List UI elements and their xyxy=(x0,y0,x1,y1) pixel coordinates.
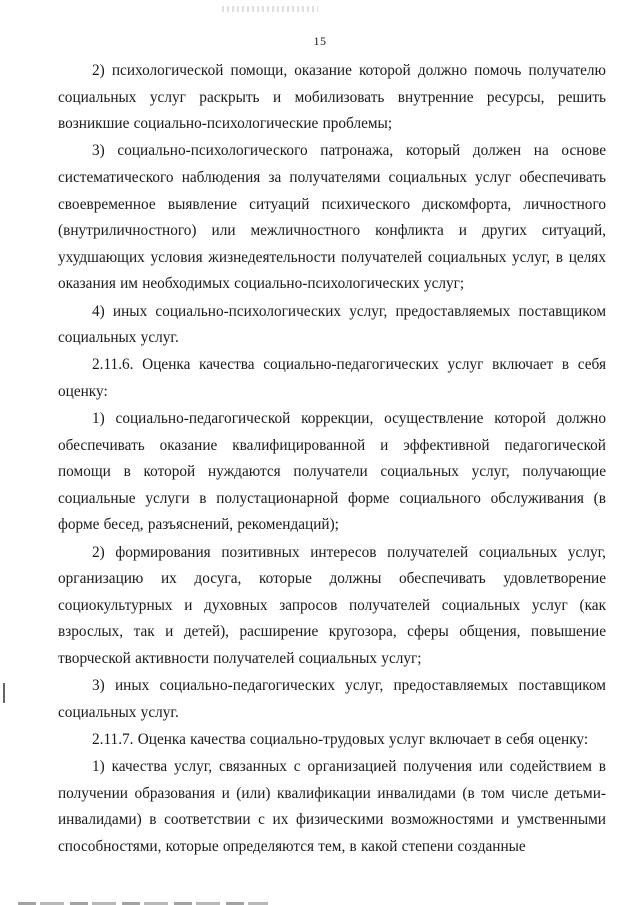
paragraph: 3) социально-психологического патронажа, который должен на основе систематического наблюдения за получателями социальных услуг обеспечивать своевременное выявление ситуаций психического дискомфорта, личностного (внутриличностного) или межличностного конфликта и других ситуаций, ухудшающих условия жизнедеятельности получателей социальных услуг, в целях оказания им необходимых социально-психологических услуг; xyxy=(58,142,606,293)
paragraph: 2) психологической помощи, оказание которой должно помочь получателю социальных услуг раскрыть и мобилизовать внутренние ресурсы, решить возникшие социально-психологические проблемы; xyxy=(58,62,606,133)
paragraph: 2) формирования позитивных интересов получателей социальных услуг, организацию их досуга, которые должны обеспечивать удовлетворение социокультурных и духовных запросов получателей социальных услуг (как взрослых, так и детей), расширение кругозора, сферы общения, повышение творческой активности получателей социальных услуг; xyxy=(58,543,606,668)
paragraph: 1) качества услуг, связанных с организацией получения или содействием в получении образования и (или) квалификации инвалидами (в том числе детьми-инвалидами) в соответствии с их физическими возможностями и умственными способностями, которые определяются тем, в какой степени созданные xyxy=(58,758,606,855)
scan-artifact-left xyxy=(3,683,5,703)
section-heading-paragraph: 2.11.7. Оценка качества социально-трудовых услуг включает в себя оценку: xyxy=(92,731,589,748)
paragraph: 3) иных социально-педагогических услуг, предоставляемых поставщиком социальных услуг. xyxy=(58,677,606,721)
document-body xyxy=(58,58,606,861)
paragraph: 4) иных социально-психологических услуг, предоставляемых поставщиком социальных услуг. xyxy=(58,302,606,347)
paragraph: 1) социально-педагогической коррекции, осуществление которой должно обеспечивать оказание квалифицированной и эффективной педагогической помощи в которой нуждаются получатели социальных услуг, получающие социальные услуги в полустационарной форме социального обслуживания (в форме бесед, разъяснений, рекомендаций); xyxy=(58,410,606,534)
scan-artifact-top xyxy=(222,6,318,12)
section-heading-paragraph: 2.11.6. Оценка качества социально-педагогических услуг включает в себя оценку: xyxy=(58,356,606,400)
page-number: 15 xyxy=(313,34,327,48)
